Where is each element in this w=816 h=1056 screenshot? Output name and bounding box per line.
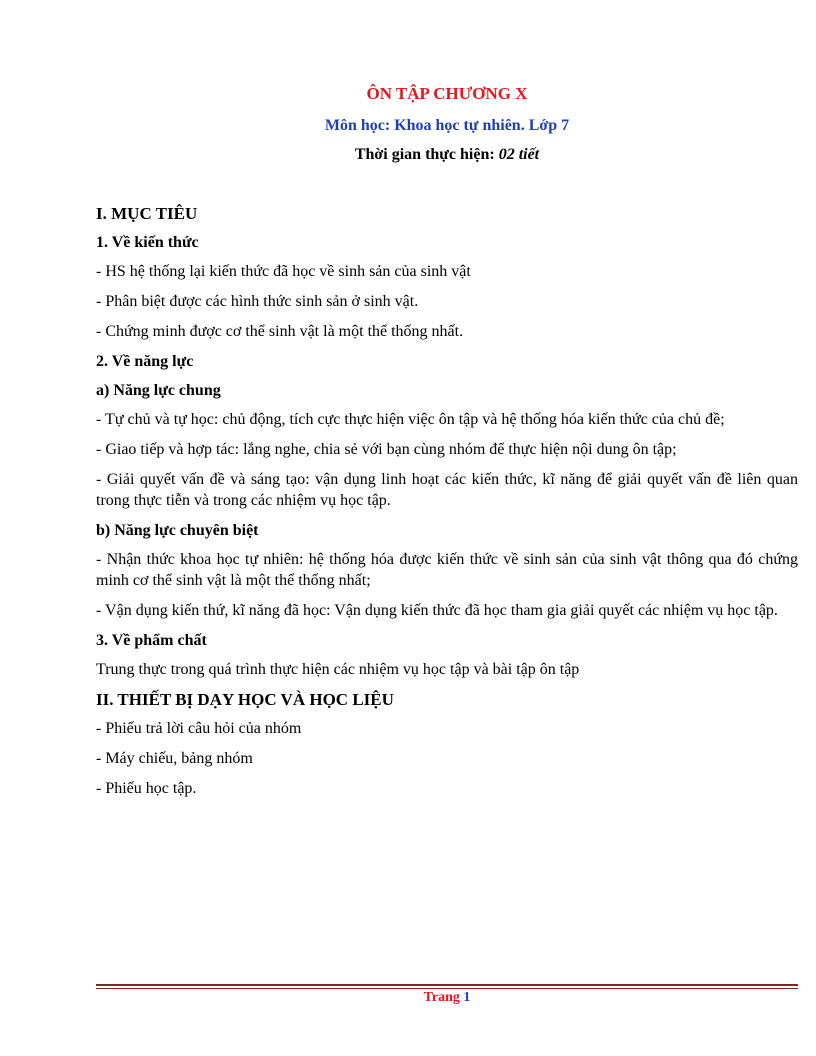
list-item: - Vận dụng kiến thứ, kĩ năng đã học: Vận dụng kiến thức đã học tham gia giải quyết các nhiệm vụ học tập. [96, 602, 778, 619]
list-item: Trung thực trong quá trình thực hiện các nhiệm vụ học tập và bài tập ôn tập [96, 661, 580, 678]
footer-rule-thin [96, 988, 798, 989]
duration-line [96, 146, 798, 164]
list-item: - Phân biệt được các hình thức sinh sản ở sinh vật. [96, 293, 419, 310]
duration-value: 02 tiết [498, 146, 540, 163]
list-item: - Phiếu học tập. [96, 780, 197, 797]
page-footer [96, 990, 798, 1006]
list-item: - HS hệ thống lại kiến thức đã học về sinh sản của sinh vật [96, 263, 471, 280]
list-item: - Nhận thức khoa học tự nhiên: hệ thống hóa được kiến thức về sinh sản của sinh vật thông qua đó chứng minh cơ thể sinh vật là một thể thống nhất; [96, 551, 798, 589]
subheading-knowledge: 1. Về kiến thức [96, 234, 199, 251]
subheading-specific-competence: b) Năng lực chuyên biệt [96, 522, 259, 539]
list-item: - Tự chủ và tự học: chủ động, tích cực thực hiện việc ôn tập và hệ thống hóa kiến thức của chủ đề; [96, 411, 725, 428]
section-heading-objectives: I. MỤC TIÊU [96, 204, 198, 223]
footer-label: Trang [423, 990, 464, 1005]
list-item: - Phiếu trả lời câu hỏi của nhóm [96, 720, 302, 737]
document-title: ÔN TẬP CHƯƠNG X [366, 84, 528, 103]
list-item: - Chứng minh được cơ thể sinh vật là một thể thống nhất. [96, 323, 464, 340]
list-item: - Giao tiếp và hợp tác: lắng nghe, chia sẻ với bạn cùng nhóm để thực hiện nội dung ôn tập; [96, 441, 677, 458]
duration-label: Thời gian thực hiện: [354, 146, 499, 163]
section-heading-equipment: II. THIẾT BỊ DẠY HỌC VÀ HỌC LIỆU [96, 690, 394, 709]
list-item: - Giải quyết vấn đề và sáng tạo: vận dụng linh hoạt các kiến thức, kĩ năng để giải quyết vấn đề liên quan trong thực tiễn và trong các nhiệm vụ học tập. [96, 471, 798, 509]
subject-line: Môn học: Khoa học tự nhiên. Lớp 7 [324, 117, 570, 134]
page-number: 1 [463, 990, 471, 1005]
footer-rule [96, 984, 798, 986]
subheading-qualities: 3. Về phẩm chất [96, 632, 207, 649]
list-item: - Máy chiếu, bảng nhóm [96, 750, 253, 767]
subheading-competence: 2. Về năng lực [96, 353, 194, 370]
document-body [96, 203, 798, 808]
subheading-general-competence: a) Năng lực chung [96, 382, 221, 399]
